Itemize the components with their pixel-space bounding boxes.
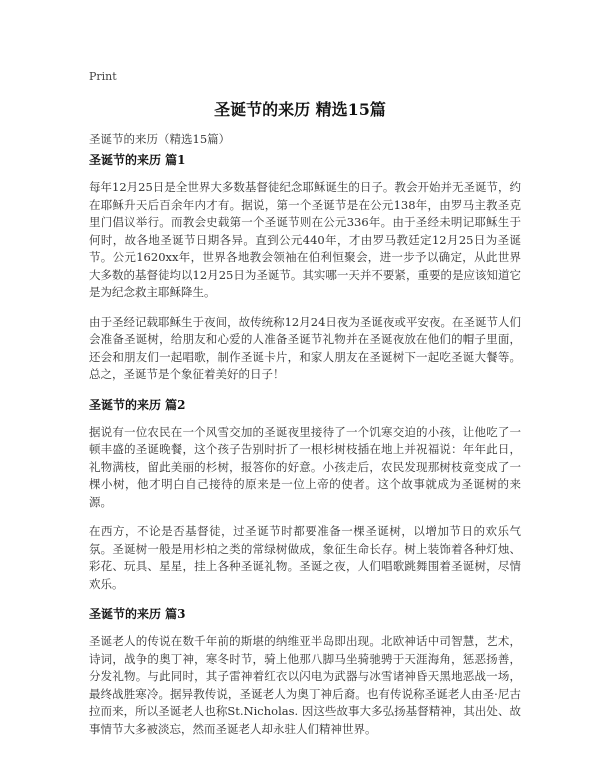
section-1: [89, 151, 521, 384]
paragraph: 据说有一位农民在一个风雪交加的圣诞夜里接待了一个饥寒交迫的小孩，让他吃了一顿丰盛的圣诞晚餐，这个孩子告别时折了一根杉树枝插在地上并祝福说：年年此日，礼物满枝，留此美丽的杉树，报答你的好意。小孩走后，农民发现那树枝竟变成了一棵小树，他才明白自己接待的原来是一位上帝的使者。这个故事就成为圣诞树的来源。: [89, 424, 521, 509]
section-3: [89, 605, 521, 738]
print-label[interactable]: Print: [89, 70, 117, 83]
article-body: [89, 151, 521, 750]
page-subtitle: 圣诞节的来历（精选15篇）: [89, 132, 231, 146]
paragraph: 每年12月25日是全世界大多数基督徒纪念耶稣诞生的日子。教会开始并无圣诞节，约在耶稣升天后百余年内才有。据说，第一个圣诞节是在公元138年，由罗马主教圣克里门倡议举行。而教会史载第一个圣诞节则在公元336年。由于圣经未明记耶稣生于何时，故各地圣诞节日期各异。直到公元440年，才由罗马教廷定12月25日为圣诞节。公元1620xx年，世界各地教会领袖在伯利恒聚会，进一步予以确定，从此世界大多数的基督徒均以12月25日为圣诞节。其实哪一天并不要紧，重要的是应该知道它是为纪念救主耶稣降生。: [89, 180, 521, 299]
section-heading: 圣诞节的来历 篇2: [89, 397, 186, 412]
page-title: 圣诞节的来历 精选15篇: [214, 100, 386, 119]
section-heading: 圣诞节的来历 篇1: [89, 153, 186, 167]
section-heading: 圣诞节的来历 篇3: [89, 607, 186, 621]
paragraph: 由于圣经记载耶稣生于夜间，故传统称12月24日夜为圣诞夜或平安夜。在圣诞节人们会准备圣诞树，给朋友和心爱的人准备圣诞节礼物并在圣诞夜放在他们的帽子里面，还会和朋友们一起唱歌，制作圣诞卡片，和家人朋友在圣诞树下一起吃圣诞大餐等。总之，圣诞节是个象征着美好的日子！: [89, 314, 521, 381]
paragraph: 在西方，不论是否基督徒，过圣诞节时都要准备一棵圣诞树，以增加节日的欢乐气氛。圣诞树一般是用杉柏之类的常绿树做成，象征生命长存。树上装饰着各种灯烛、彩花、玩具、星星，挂上各种圣诞礼物。圣诞之夜，人们唱歌跳舞围着圣诞树，尽情欢乐。: [89, 524, 521, 591]
section-2: [89, 396, 521, 594]
paragraph: 圣诞老人的传说在数千年前的斯堪的纳维亚半岛即出现。北欧神话中司智慧，艺术，诗词，战争的奥丁神，寒冬时节，骑上他那八脚马坐骑驰骋于天涯海角，惩恶扬善，分发礼物。与此同时，其子雷神着红衣以闪电为武器与冰雪诸神昏天黑地恶战一场，最终战胜寒冷。据异教传说，圣诞老人为奥丁神后裔。也有传说称圣诞老人由圣·尼古拉而来，所以圣诞老人也称St.Nicholas. 因这些故事大多弘扬基督精神，其出处、故事情节大多被淡忘，然而圣诞老人却永驻人们精神世界。: [89, 634, 521, 736]
